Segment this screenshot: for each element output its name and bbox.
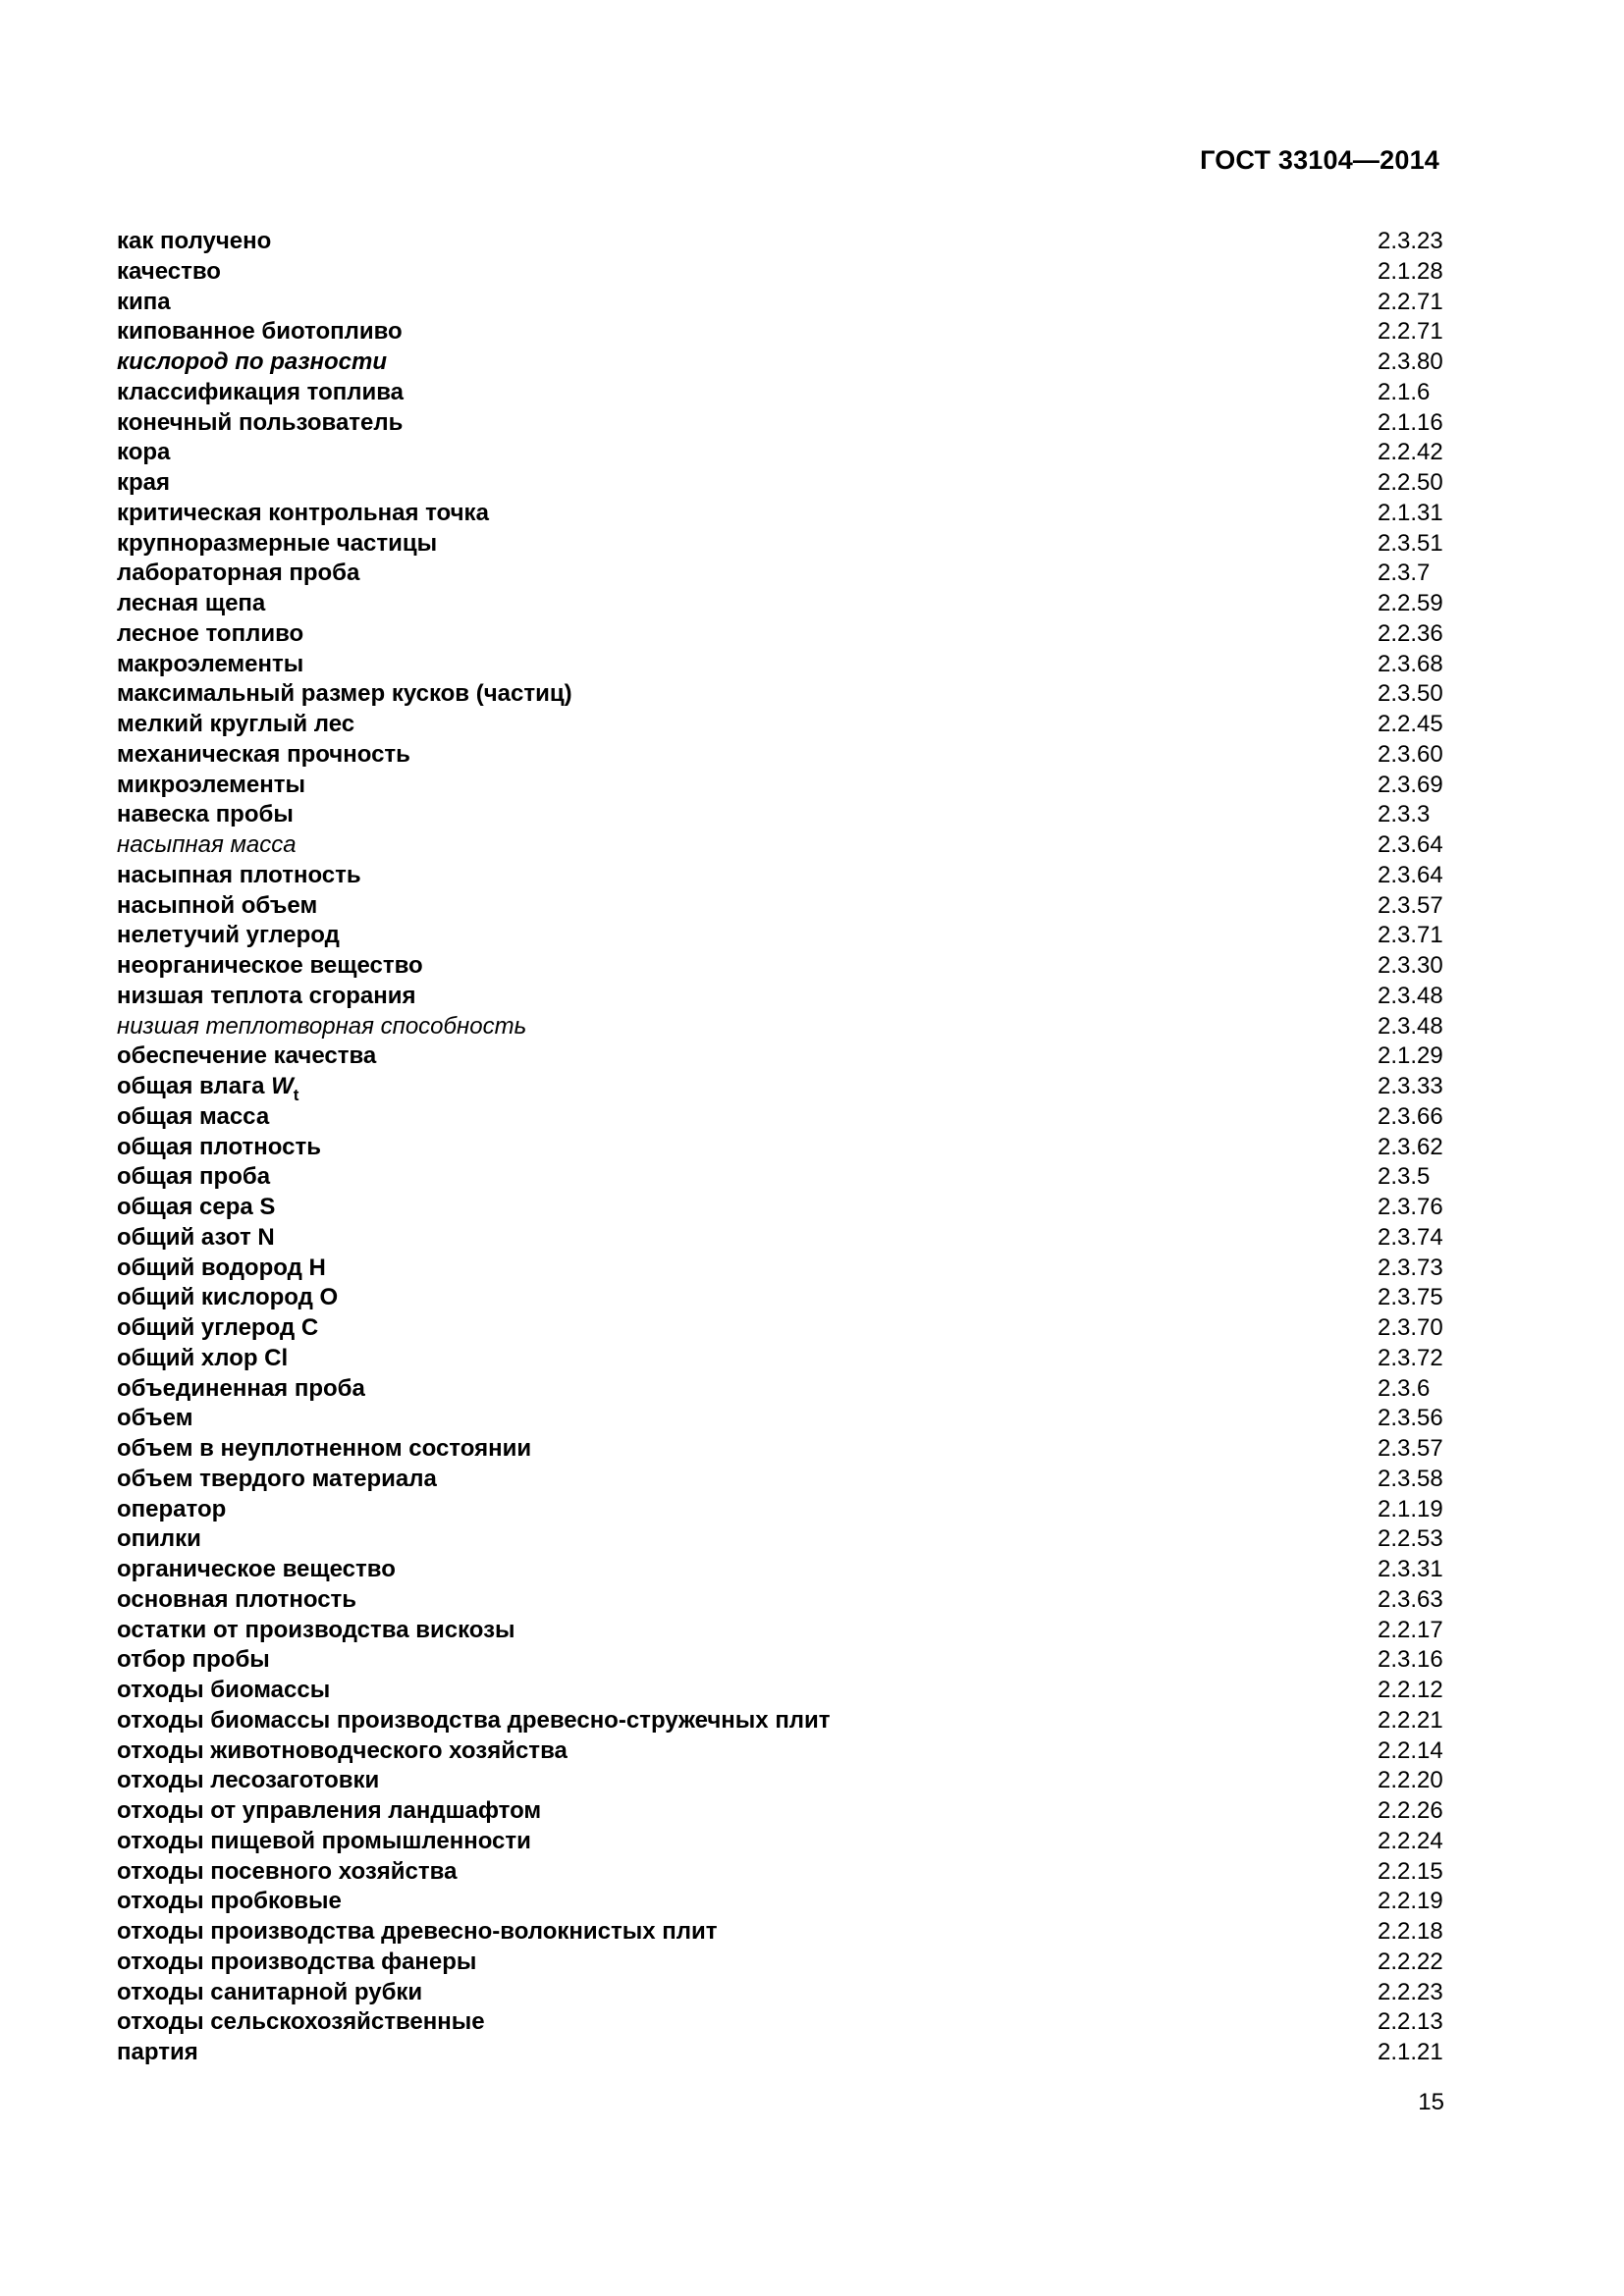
index-reference-number: 2.2.26 bbox=[1378, 1797, 1443, 1824]
index-term bbox=[117, 1827, 531, 1857]
document-header: ГОСТ 33104—2014 bbox=[1200, 145, 1439, 175]
index-reference-number: 2.3.60 bbox=[1378, 740, 1443, 768]
index-term bbox=[117, 2038, 198, 2068]
index-term bbox=[117, 408, 403, 439]
index-term bbox=[117, 468, 170, 499]
index-term-text: отходы животноводческого хозяйства bbox=[117, 1736, 568, 1764]
index-term bbox=[117, 1555, 396, 1585]
index-reference-number: 2.2.14 bbox=[1378, 1736, 1443, 1764]
index-term-text: отбор пробы bbox=[117, 1646, 270, 1674]
index-term bbox=[117, 529, 437, 560]
index-term-text: отходы биомассы bbox=[117, 1677, 331, 1703]
index-term-text: отходы лесозаготовки bbox=[117, 1767, 380, 1794]
index-term bbox=[117, 619, 303, 650]
index-term bbox=[117, 1404, 192, 1434]
index-reference-number: 2.2.71 bbox=[1378, 288, 1443, 315]
index-entry bbox=[117, 710, 1443, 740]
index-term bbox=[117, 1948, 476, 1978]
index-term bbox=[117, 1524, 201, 1555]
index-entry bbox=[117, 1434, 1443, 1465]
index-term-text: основная плотность bbox=[117, 1585, 357, 1613]
index-entry bbox=[117, 1041, 1443, 1072]
index-term-text: общий хлор Cl bbox=[117, 1344, 289, 1371]
index-term-text: мелкий круглый лес bbox=[117, 711, 355, 737]
index-term-text: оператор bbox=[117, 1495, 227, 1522]
index-entry bbox=[117, 1283, 1443, 1313]
index-reference-number: 2.1.31 bbox=[1378, 499, 1443, 526]
index-term bbox=[117, 499, 489, 529]
index-term-text: кипованное биотопливо bbox=[117, 318, 403, 346]
index-entry bbox=[117, 1766, 1443, 1796]
index-entry bbox=[117, 1706, 1443, 1736]
index-entry bbox=[117, 288, 1443, 318]
index-term bbox=[117, 1072, 298, 1104]
index-term bbox=[117, 891, 317, 922]
index-entry bbox=[117, 951, 1443, 982]
index-term-text: низшая теплота сгорания bbox=[117, 982, 416, 1009]
index-term-text: отходы пищевой промышленности bbox=[117, 1827, 531, 1854]
index-entry bbox=[117, 1254, 1443, 1284]
index-term-text: лесная щепа bbox=[117, 590, 266, 616]
index-reference-number: 2.3.64 bbox=[1378, 861, 1443, 888]
index-reference-number: 2.2.24 bbox=[1378, 1827, 1443, 1854]
index-entry bbox=[117, 1796, 1443, 1827]
index-entry bbox=[117, 1887, 1443, 1917]
index-term-text: общий азот N bbox=[117, 1223, 275, 1251]
index-entry bbox=[117, 921, 1443, 951]
index-term bbox=[117, 1857, 457, 1888]
index-term-text: отходы пробковые bbox=[117, 1888, 342, 1915]
index-entry bbox=[117, 650, 1443, 680]
index-term-text: остатки от производства вискозы bbox=[117, 1616, 515, 1643]
index-term-text: насыпная масса bbox=[117, 831, 297, 858]
index-entry bbox=[117, 499, 1443, 529]
index-reference-number: 2.3.71 bbox=[1378, 922, 1443, 949]
index-term-text: качество bbox=[117, 257, 221, 285]
index-term-text: объем твердого материала bbox=[117, 1465, 437, 1492]
index-reference-number: 2.2.20 bbox=[1378, 1767, 1443, 1794]
index-reference-number: 2.3.57 bbox=[1378, 891, 1443, 919]
index-reference-number: 2.3.48 bbox=[1378, 982, 1443, 1009]
index-term-text: лесное топливо bbox=[117, 619, 304, 647]
index-term-text: критическая контрольная точка bbox=[117, 499, 489, 526]
index-entry bbox=[117, 227, 1443, 257]
index-reference-number: 2.2.50 bbox=[1378, 469, 1443, 496]
index-term-text: кислород по разности bbox=[117, 348, 388, 375]
index-term bbox=[117, 317, 403, 347]
index-term-text: отходы производства древесно-волокнистых плит bbox=[117, 1918, 718, 1945]
index-entry bbox=[117, 830, 1443, 861]
index-term bbox=[117, 1313, 318, 1344]
index-entry bbox=[117, 317, 1443, 347]
index-reference-number: 2.3.64 bbox=[1378, 831, 1443, 858]
index-entry bbox=[117, 468, 1443, 499]
index-reference-number: 2.3.63 bbox=[1378, 1585, 1443, 1613]
index-term-text: органическое вещество bbox=[117, 1556, 396, 1582]
index-term bbox=[117, 1102, 269, 1133]
index-term bbox=[117, 650, 303, 680]
index-term bbox=[117, 1706, 831, 1736]
index-term bbox=[117, 1676, 330, 1706]
term-index-list bbox=[117, 227, 1443, 2068]
index-entry bbox=[117, 1012, 1443, 1042]
index-term-text: насыпная плотность bbox=[117, 861, 361, 888]
index-entry bbox=[117, 1223, 1443, 1254]
index-entry bbox=[117, 1645, 1443, 1676]
index-term-text: отходы биомассы производства древесно-стружечных плит bbox=[117, 1706, 831, 1734]
index-entry bbox=[117, 1736, 1443, 1767]
index-term-text: общий углерод C bbox=[117, 1314, 319, 1341]
index-term bbox=[117, 257, 221, 288]
index-entry bbox=[117, 2038, 1443, 2068]
page-number: 15 bbox=[1418, 2089, 1444, 2115]
index-term-text: низшая теплотворная способность bbox=[117, 1012, 527, 1040]
index-term-text: лабораторная проба bbox=[117, 560, 360, 587]
index-term bbox=[117, 861, 361, 891]
index-reference-number: 2.3.75 bbox=[1378, 1284, 1443, 1311]
index-term-text: кипа bbox=[117, 288, 171, 315]
index-reference-number: 2.3.80 bbox=[1378, 348, 1443, 375]
index-term-text: общая влага bbox=[117, 1073, 272, 1099]
index-term bbox=[117, 1978, 422, 2008]
index-reference-number: 2.2.23 bbox=[1378, 1978, 1443, 2005]
index-term-symbol: W bbox=[271, 1073, 294, 1099]
index-entry bbox=[117, 1555, 1443, 1585]
index-reference-number: 2.3.56 bbox=[1378, 1405, 1443, 1432]
index-reference-number: 2.2.42 bbox=[1378, 439, 1443, 466]
index-entry bbox=[117, 1524, 1443, 1555]
index-reference-number: 2.3.30 bbox=[1378, 952, 1443, 979]
index-reference-number: 2.2.22 bbox=[1378, 1948, 1443, 1975]
index-reference-number: 2.2.59 bbox=[1378, 590, 1443, 616]
index-term bbox=[117, 1223, 275, 1254]
index-entry bbox=[117, 1072, 1443, 1104]
index-term bbox=[117, 921, 340, 951]
index-entry bbox=[117, 1162, 1439, 1193]
index-term-text: конечный пользователь bbox=[117, 408, 404, 436]
index-term bbox=[117, 830, 297, 861]
index-term bbox=[117, 1796, 541, 1827]
index-entry bbox=[117, 2007, 1443, 2038]
index-reference-number: 2.3.33 bbox=[1378, 1073, 1443, 1099]
index-term-text: партия bbox=[117, 2039, 198, 2065]
index-reference-number: 2.3.6 bbox=[1378, 1374, 1431, 1402]
index-term-text: опилки bbox=[117, 1525, 201, 1553]
index-term-text: механическая прочность bbox=[117, 740, 410, 768]
index-reference-number: 2.3.69 bbox=[1378, 771, 1443, 798]
index-term bbox=[117, 1465, 437, 1495]
index-entry bbox=[117, 619, 1443, 650]
index-term bbox=[117, 771, 305, 801]
index-reference-number: 2.1.21 bbox=[1378, 2039, 1443, 2065]
index-entry bbox=[117, 1465, 1443, 1495]
index-term-text: отходы посевного хозяйства bbox=[117, 1857, 458, 1885]
index-term-text: отходы санитарной рубки bbox=[117, 1978, 423, 2005]
index-term bbox=[117, 378, 404, 408]
index-term-subscript: t bbox=[293, 1086, 299, 1104]
index-entry bbox=[117, 1857, 1443, 1888]
index-term bbox=[117, 438, 170, 468]
index-reference-number: 2.3.7 bbox=[1378, 560, 1431, 587]
index-entry bbox=[117, 378, 1439, 408]
index-term-text: крупноразмерные частицы bbox=[117, 529, 438, 557]
index-reference-number: 2.2.13 bbox=[1378, 2008, 1443, 2036]
index-term bbox=[117, 951, 423, 982]
index-reference-number: 2.2.19 bbox=[1378, 1888, 1443, 1915]
index-term bbox=[117, 1645, 270, 1676]
index-entry bbox=[117, 1133, 1443, 1163]
index-reference-number: 2.2.45 bbox=[1378, 711, 1443, 737]
index-term bbox=[117, 1193, 275, 1223]
index-term bbox=[117, 1041, 376, 1072]
index-entry bbox=[117, 1948, 1443, 1978]
index-term-text: макроэлементы bbox=[117, 650, 304, 677]
index-entry bbox=[117, 589, 1443, 619]
index-reference-number: 2.2.36 bbox=[1378, 619, 1443, 647]
index-entry bbox=[117, 529, 1443, 560]
index-reference-number: 2.3.72 bbox=[1378, 1344, 1443, 1371]
index-reference-number: 2.3.76 bbox=[1378, 1194, 1443, 1220]
index-reference-number: 2.3.48 bbox=[1378, 1012, 1443, 1040]
index-entry bbox=[117, 982, 1443, 1012]
index-term-text: неорганическое вещество bbox=[117, 952, 423, 979]
index-term-text: навеска пробы bbox=[117, 801, 294, 828]
index-term bbox=[117, 227, 271, 257]
index-reference-number: 2.1.28 bbox=[1378, 257, 1443, 285]
index-reference-number: 2.2.71 bbox=[1378, 318, 1443, 346]
index-term bbox=[117, 1133, 321, 1163]
index-entry bbox=[117, 800, 1439, 830]
index-term-text: объем в неуплотненном состоянии bbox=[117, 1435, 532, 1462]
index-entry bbox=[117, 1917, 1443, 1948]
index-reference-number: 2.3.62 bbox=[1378, 1133, 1443, 1160]
index-term bbox=[117, 347, 387, 378]
index-entry bbox=[117, 740, 1443, 771]
index-reference-number: 2.3.73 bbox=[1378, 1254, 1443, 1281]
index-entry bbox=[117, 771, 1443, 801]
index-term bbox=[117, 559, 359, 589]
index-term bbox=[117, 740, 410, 771]
index-entry bbox=[117, 559, 1439, 589]
index-term-text: общая масса bbox=[117, 1102, 270, 1130]
index-reference-number: 2.3.23 bbox=[1378, 228, 1443, 254]
index-term-text: максимальный размер кусков (частиц) bbox=[117, 680, 572, 708]
index-reference-number: 2.3.5 bbox=[1378, 1163, 1431, 1191]
index-entry bbox=[117, 1585, 1443, 1616]
index-term-text: общая сера S bbox=[117, 1194, 276, 1220]
index-term bbox=[117, 1917, 717, 1948]
index-term bbox=[117, 1766, 379, 1796]
index-reference-number: 2.2.21 bbox=[1378, 1706, 1443, 1734]
index-term bbox=[117, 710, 354, 740]
index-entry bbox=[117, 347, 1443, 378]
index-entry bbox=[117, 1344, 1443, 1374]
index-term bbox=[117, 1254, 326, 1284]
index-term bbox=[117, 1012, 526, 1042]
index-reference-number: 2.3.16 bbox=[1378, 1646, 1443, 1674]
index-term bbox=[117, 1374, 365, 1405]
index-term bbox=[117, 982, 416, 1012]
index-reference-number: 2.3.31 bbox=[1378, 1556, 1443, 1582]
index-term-text: кора bbox=[117, 439, 171, 466]
index-reference-number: 2.3.66 bbox=[1378, 1102, 1443, 1130]
index-term-text: отходы от управления ландшафтом bbox=[117, 1797, 542, 1824]
index-reference-number: 2.1.19 bbox=[1378, 1495, 1443, 1522]
index-term bbox=[117, 1585, 356, 1616]
index-entry bbox=[117, 1676, 1443, 1706]
index-term-text: объединенная проба bbox=[117, 1374, 365, 1402]
index-reference-number: 2.3.68 bbox=[1378, 650, 1443, 677]
index-term bbox=[117, 1344, 288, 1374]
index-entry bbox=[117, 257, 1443, 288]
index-reference-number: 2.3.50 bbox=[1378, 680, 1443, 708]
index-reference-number: 2.2.53 bbox=[1378, 1525, 1443, 1553]
index-term bbox=[117, 1887, 342, 1917]
index-entry bbox=[117, 1616, 1443, 1646]
index-term-text: общая плотность bbox=[117, 1133, 321, 1160]
index-entry bbox=[117, 1102, 1443, 1133]
index-reference-number: 2.3.74 bbox=[1378, 1223, 1443, 1251]
index-reference-number: 2.1.29 bbox=[1378, 1042, 1443, 1070]
index-term-text: как получено bbox=[117, 228, 272, 254]
index-term bbox=[117, 679, 572, 710]
index-term-text: насыпной объем bbox=[117, 891, 318, 919]
index-entry bbox=[117, 1495, 1443, 1525]
index-entry bbox=[117, 891, 1443, 922]
index-entry bbox=[117, 1193, 1443, 1223]
index-term-text: микроэлементы bbox=[117, 771, 305, 798]
index-entry bbox=[117, 408, 1443, 439]
index-reference-number: 2.2.12 bbox=[1378, 1677, 1443, 1703]
index-term bbox=[117, 1434, 531, 1465]
index-entry bbox=[117, 1978, 1443, 2008]
index-term-text: объем bbox=[117, 1405, 193, 1432]
index-term-text: отходы сельскохозяйственные bbox=[117, 2008, 485, 2036]
index-term-text: обеспечение качества bbox=[117, 1042, 377, 1070]
index-reference-number: 2.3.58 bbox=[1378, 1465, 1443, 1492]
index-reference-number: 2.3.57 bbox=[1378, 1435, 1443, 1462]
index-term-text: общий кислород O bbox=[117, 1284, 339, 1311]
index-reference-number: 2.1.16 bbox=[1378, 408, 1443, 436]
index-reference-number: 2.2.17 bbox=[1378, 1616, 1443, 1643]
index-entry bbox=[117, 679, 1443, 710]
index-term-text: общая проба bbox=[117, 1163, 271, 1191]
index-term bbox=[117, 589, 265, 619]
index-reference-number: 2.1.6 bbox=[1378, 378, 1431, 405]
index-term bbox=[117, 1162, 270, 1193]
index-term-text: нелетучий углерод bbox=[117, 922, 340, 949]
index-term bbox=[117, 288, 171, 318]
index-reference-number: 2.2.15 bbox=[1378, 1857, 1443, 1885]
index-reference-number: 2.3.3 bbox=[1378, 801, 1431, 828]
index-entry bbox=[117, 1827, 1443, 1857]
index-term bbox=[117, 800, 294, 830]
index-term bbox=[117, 1283, 338, 1313]
index-entry bbox=[117, 438, 1443, 468]
index-entry bbox=[117, 1313, 1443, 1344]
index-term bbox=[117, 1495, 226, 1525]
index-entry bbox=[117, 1374, 1439, 1405]
index-term-text: общий водород H bbox=[117, 1254, 326, 1281]
index-term bbox=[117, 2007, 485, 2038]
index-term bbox=[117, 1736, 568, 1767]
index-term-text: края bbox=[117, 469, 171, 496]
index-entry bbox=[117, 1404, 1443, 1434]
index-term-text: отходы производства фанеры bbox=[117, 1948, 477, 1975]
index-term-text: классификация топлива bbox=[117, 378, 405, 405]
index-reference-number: 2.3.51 bbox=[1378, 529, 1443, 557]
index-reference-number: 2.2.18 bbox=[1378, 1918, 1443, 1945]
index-entry bbox=[117, 861, 1443, 891]
index-reference-number: 2.3.70 bbox=[1378, 1314, 1443, 1341]
index-term bbox=[117, 1616, 515, 1646]
